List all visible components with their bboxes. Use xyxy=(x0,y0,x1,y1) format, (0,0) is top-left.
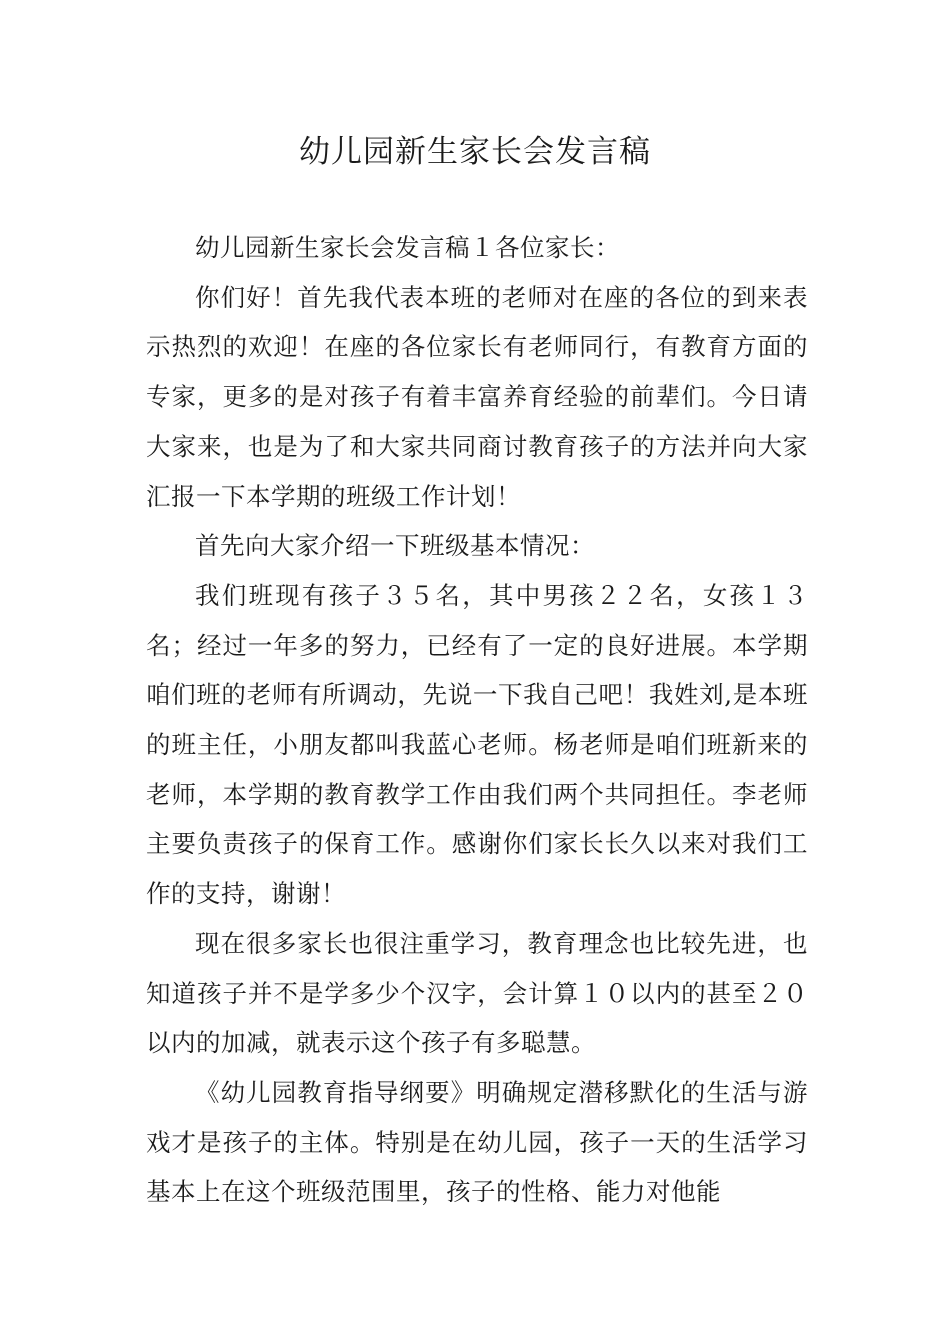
paragraph: 你们好！首先我代表本班的老师对在座的各位的到来表示热烈的欢迎！在座的各位家长有老师同行，有教育方面的专家，更多的是对孩子有着丰富养育经验的前辈们。今日请大家来，也是为了和大家共同商讨教育孩子的方法并向大家汇报一下本学期的班级工作计划！ xyxy=(146,282,808,511)
document-title: 幼儿园新生家长会发言稿 xyxy=(299,134,651,170)
paragraph: 幼儿园新生家长会发言稿１各位家长： xyxy=(195,233,620,262)
document-body xyxy=(146,223,808,1217)
paragraph: 现在很多家长也很注重学习，教育理念也比较先进，也知道孩子并不是学多少个汉字，会计算１０以内的甚至２０以内的加减，就表示这个孩子有多聪慧。 xyxy=(146,928,808,1058)
paragraph: 我们班现有孩子３５名，其中男孩２２名，女孩１３名；经过一年多的努力，已经有了一定的良好进展。本学期咱们班的老师有所调动，先说一下我自己吧！我姓刘,是本班的班主任，小朋友都叫我蓝心老师。杨老师是咱们班新来的老师，本学期的教育教学工作由我们两个共同担任。李老师主要负责孩子的保育工作。感谢你们家长长久以来对我们工作的支持，谢谢！ xyxy=(146,580,808,909)
paragraph: 《幼儿园教育指导纲要》明确规定潜移默化的生活与游戏才是孩子的主体。特别是在幼儿园，孩子一天的生活学习基本上在这个班级范围里，孩子的性格、能力对他能 xyxy=(146,1077,808,1207)
paragraph: 首先向大家介绍一下班级基本情况： xyxy=(195,531,595,561)
